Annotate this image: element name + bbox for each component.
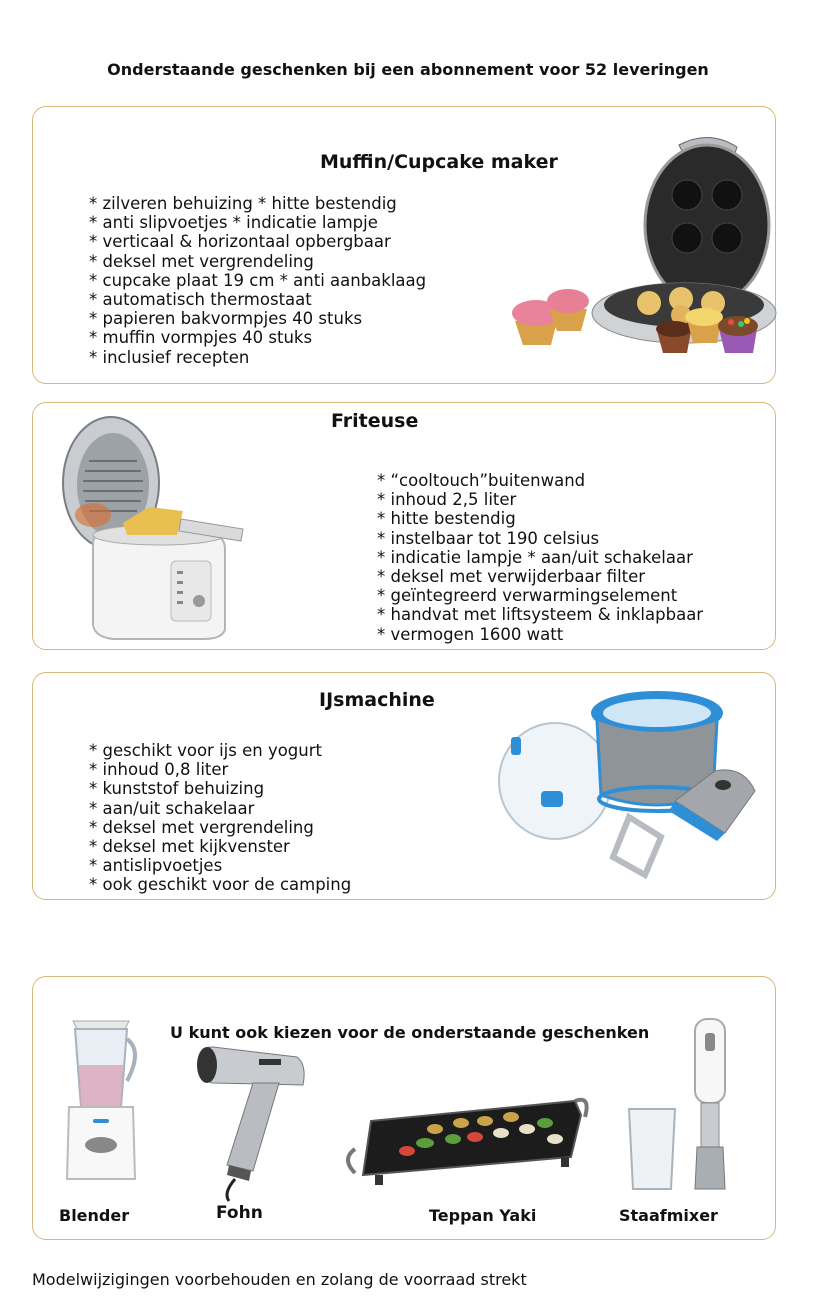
feature-item: * handvat met liftsysteem & inklapbaar — [377, 605, 704, 625]
alternative-label-fohn: Fohn — [216, 1203, 263, 1223]
muffin-cupcake-maker-illustration — [509, 133, 759, 365]
feature-list — [89, 741, 351, 895]
feature-item: * kunststof behuizing — [89, 779, 265, 799]
feature-item: * geïntegreerd verwarmingselement — [377, 586, 678, 606]
hand-blender-illustration — [625, 1017, 735, 1197]
feature-item: * papieren bakvormpjes 40 stuks — [89, 309, 363, 329]
page-header: Onderstaande geschenken bij een abonnement voor 52 leveringen — [107, 60, 709, 79]
feature-item: * aan/uit schakelaar — [89, 798, 255, 818]
footer-disclaimer: Modelwijzigingen voorbehouden en zolang de voorraad strekt — [32, 1270, 527, 1289]
feature-item: * ook geschikt voor de camping — [89, 875, 352, 895]
alternative-label-staafmixer: Staafmixer — [619, 1206, 718, 1225]
ice-cream-maker-illustration — [497, 687, 767, 892]
feature-item: * geschikt voor ijs en yogurt — [89, 741, 322, 760]
feature-item: * zilveren behuizing * hitte bestendig — [89, 194, 397, 213]
teppanyaki-grill-illustration — [335, 1093, 585, 1193]
alternatives-title: U kunt ook kiezen voor de onderstaande geschenken — [170, 1023, 650, 1042]
feature-item: * inclusief recepten — [89, 347, 250, 367]
feature-item: * vermogen 1600 watt — [377, 624, 564, 644]
feature-item: * muffin vormpjes 40 stuks — [89, 328, 313, 348]
alternative-label-blender: Blender — [59, 1206, 130, 1225]
product-card-muffin-maker — [32, 106, 776, 384]
blender-illustration — [55, 1015, 145, 1185]
alternatives-card — [32, 976, 776, 1240]
product-card-friteuse — [32, 402, 776, 650]
product-title: IJsmachine — [319, 689, 435, 711]
feature-item: * indicatie lampje * aan/uit schakelaar — [377, 547, 693, 567]
feature-item: * deksel met verwijderbaar filter — [377, 567, 646, 587]
feature-item: * verticaal & horizontaal opbergbaar — [89, 232, 391, 252]
feature-item: * cupcake plaat 19 cm * anti aanbaklaag — [89, 270, 427, 290]
feature-item: * inhoud 2,5 liter — [377, 490, 517, 510]
feature-item: * deksel met kijkvenster — [89, 837, 290, 857]
feature-item: * antislipvoetjes — [89, 856, 223, 876]
alternative-label-teppan-yaki: Teppan Yaki — [429, 1206, 537, 1225]
hair-dryer-illustration — [193, 1043, 313, 1203]
feature-item: * deksel met vergrendeling — [89, 251, 314, 271]
feature-item: * automatisch thermostaat — [89, 290, 312, 310]
product-title: Friteuse — [331, 410, 419, 432]
feature-list — [89, 194, 426, 367]
feature-item: * hitte bestendig — [377, 509, 516, 529]
product-card-ijsmachine — [32, 672, 776, 900]
feature-item: * anti slipvoetjes * indicatie lampje — [89, 213, 378, 233]
feature-item: * deksel met vergrendeling — [89, 817, 314, 837]
deep-fryer-illustration — [53, 411, 243, 643]
feature-item: * inhoud 0,8 liter — [89, 760, 229, 780]
feature-list — [377, 471, 703, 644]
feature-item: * “cooltouch”buitenwand — [377, 471, 586, 490]
product-title: Muffin/Cupcake maker — [320, 151, 558, 173]
feature-item: * instelbaar tot 190 celsius — [377, 528, 600, 548]
